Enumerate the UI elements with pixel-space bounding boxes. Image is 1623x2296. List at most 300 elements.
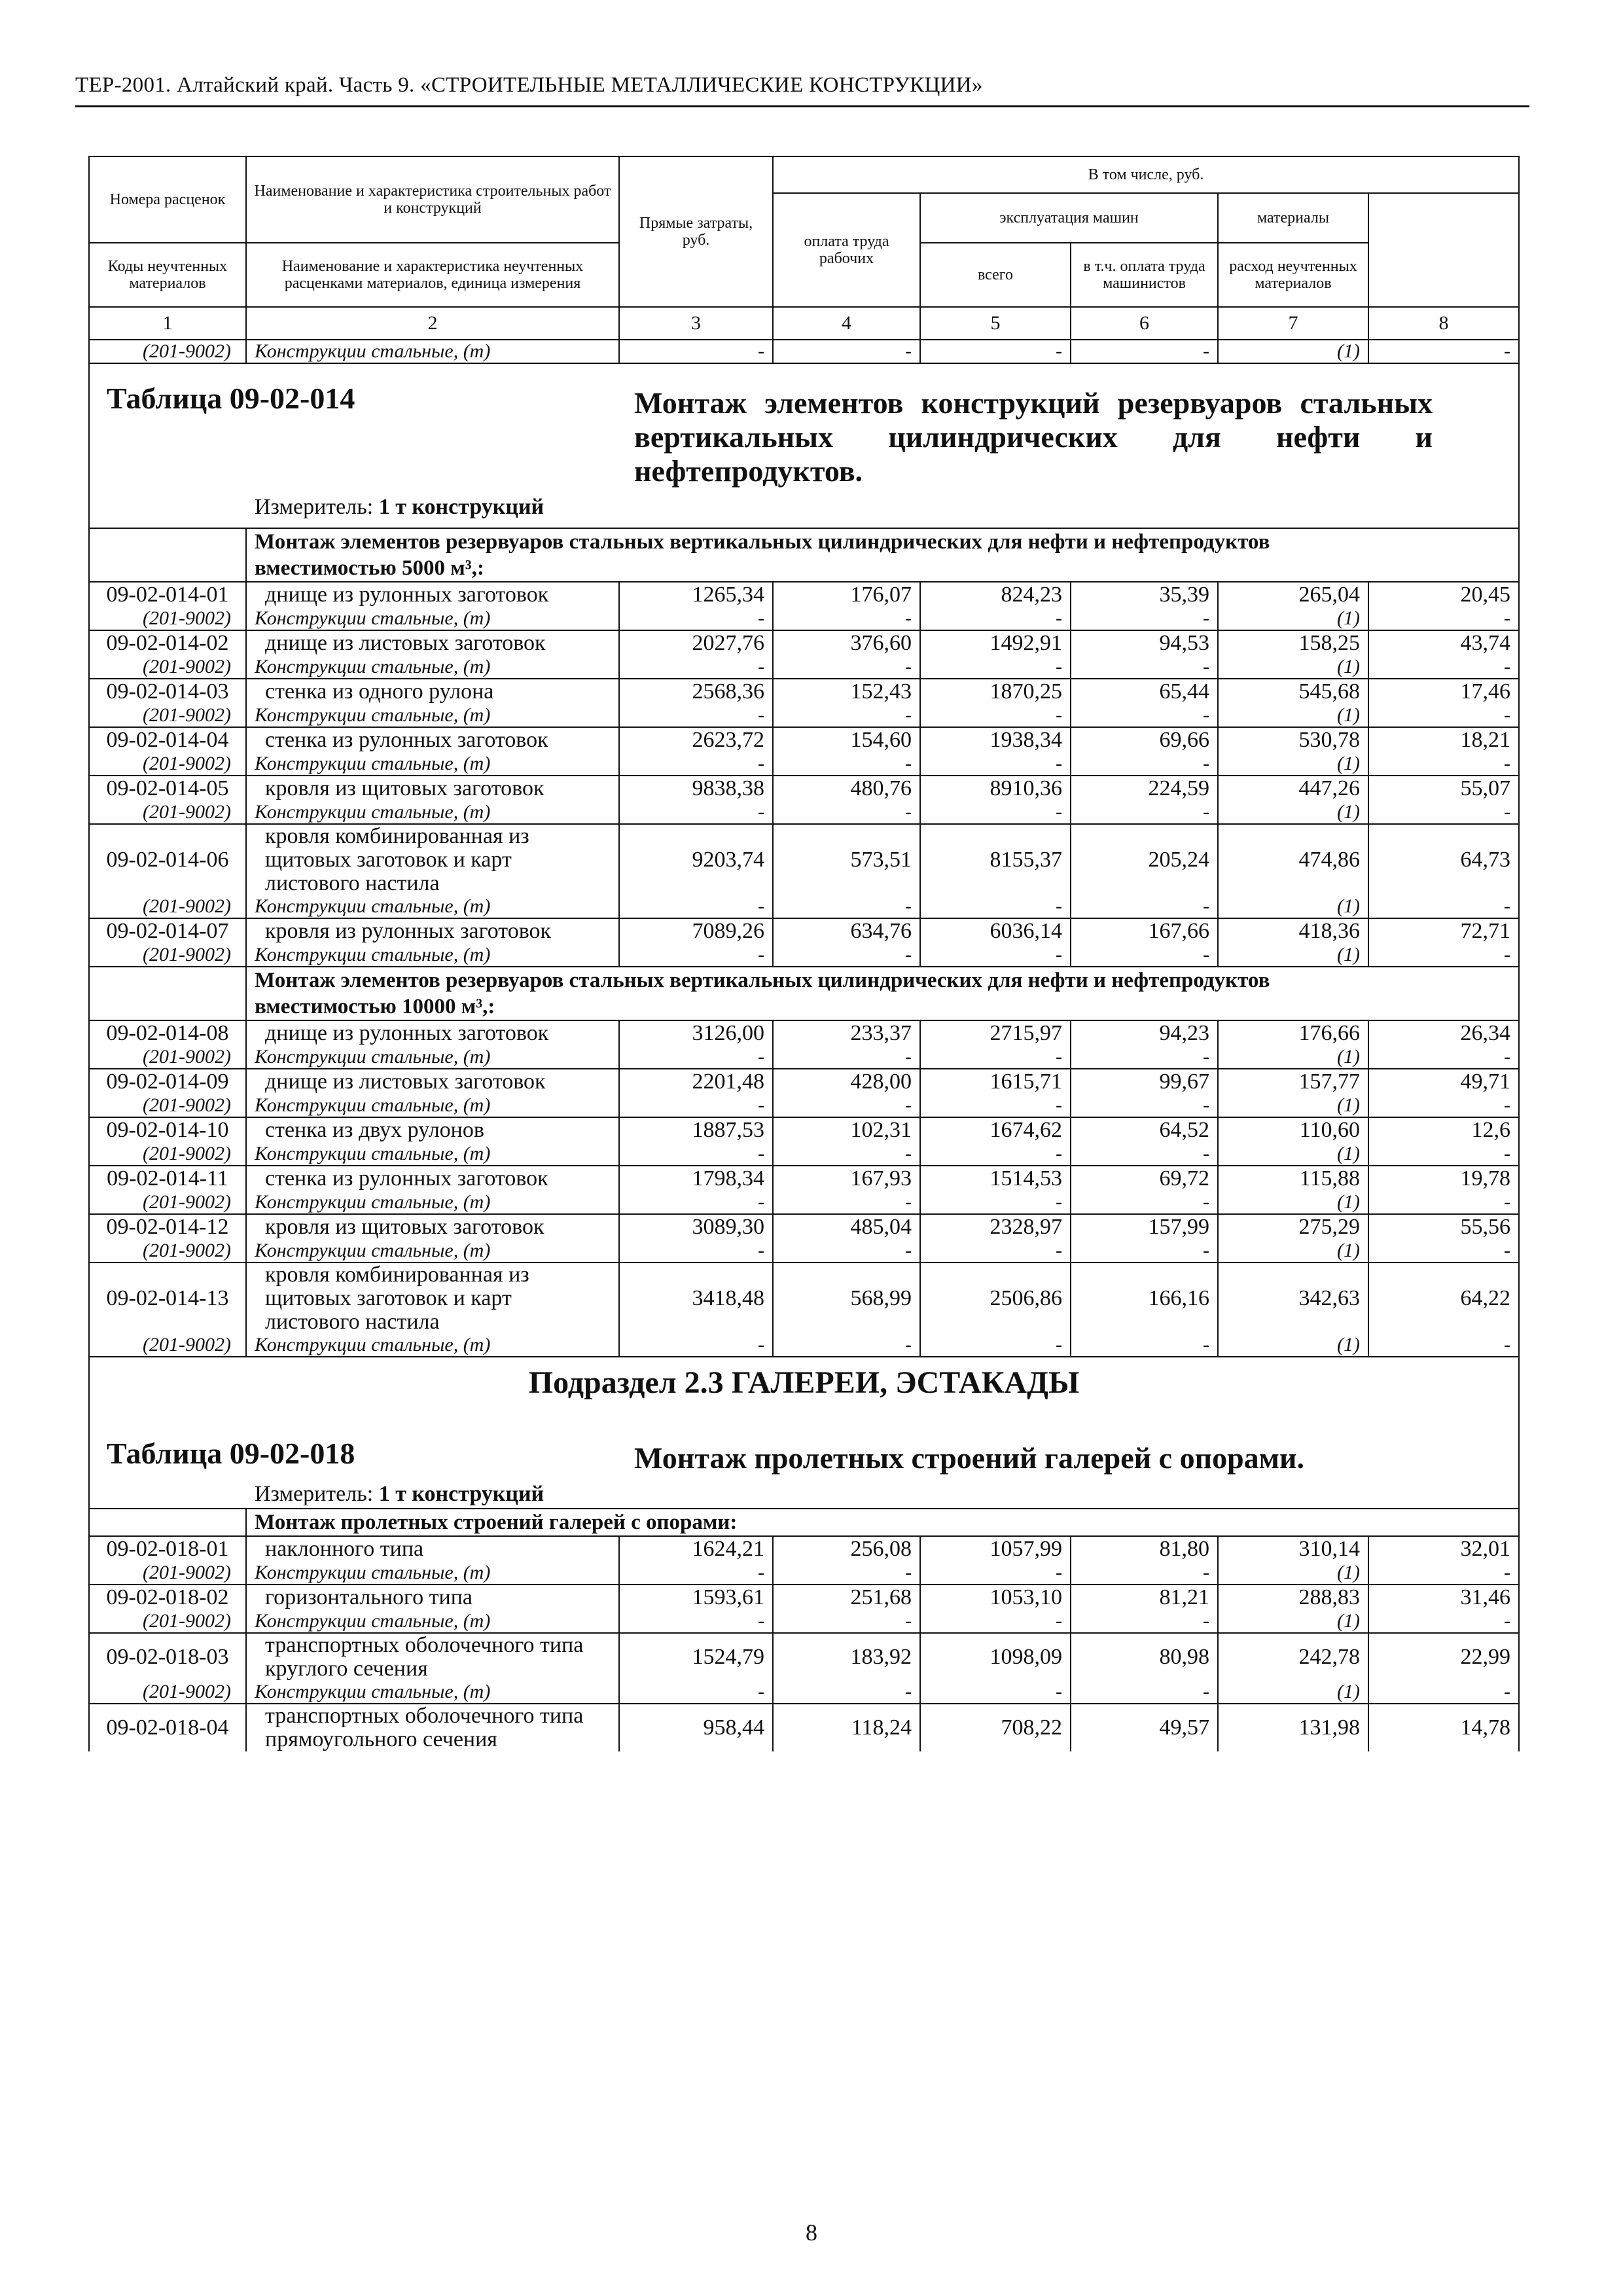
- material-name: Конструкции стальные, (т): [246, 1240, 619, 1263]
- column-number: 5: [920, 307, 1071, 340]
- empty-value: -: [773, 704, 920, 727]
- column-number: 4: [773, 307, 920, 340]
- group-spacer: [89, 967, 246, 1020]
- measure: [255, 495, 544, 520]
- measure-label: Измеритель:: [255, 495, 374, 519]
- rate-code: 09-02-014-10: [89, 1117, 246, 1143]
- group-title: Монтаж пролетных строений галерей с опорами:: [246, 1509, 1519, 1536]
- rate-name: стенка из одного рулона: [246, 679, 619, 704]
- material-name: Конструкции стальные, (т): [246, 1334, 619, 1357]
- empty-value: -: [773, 895, 920, 918]
- material-name: Конструкции стальные, (т): [246, 1681, 619, 1704]
- empty-value: -: [1071, 607, 1218, 630]
- rate-value: 49,57: [1071, 1704, 1218, 1751]
- col-header-materials: материалы: [1218, 193, 1368, 243]
- rate-name: наклонного типа: [246, 1536, 619, 1562]
- material-code: (201-9002): [89, 1143, 246, 1166]
- empty-value: -: [920, 1094, 1071, 1117]
- rate-value: 2568,36: [619, 679, 773, 704]
- rate-value: 2623,72: [619, 727, 773, 753]
- rate-value: 1870,25: [920, 679, 1071, 704]
- rate-row: [89, 1020, 1519, 1046]
- material-name: Конструкции стальные, (т): [246, 944, 619, 967]
- rate-name: кровля из рулонных заготовок: [246, 918, 619, 944]
- rate-value: 568,99: [773, 1263, 920, 1334]
- empty-value: -: [1071, 340, 1218, 363]
- rate-value: 131,98: [1218, 1704, 1368, 1751]
- col-header-code-2: Коды неучтенных материалов: [89, 243, 246, 307]
- rate-value: 17,46: [1368, 679, 1519, 704]
- material-qty: (1): [1218, 1094, 1368, 1117]
- empty-value: -: [619, 1191, 773, 1214]
- rate-value: 64,52: [1071, 1117, 1218, 1143]
- empty-value: -: [1368, 704, 1519, 727]
- rate-value: 275,29: [1218, 1214, 1368, 1240]
- rate-name: днище из листовых заготовок: [246, 630, 619, 656]
- table-heading-cell: [89, 363, 1519, 528]
- rate-value: 18,21: [1368, 727, 1519, 753]
- material-row: [89, 944, 1519, 967]
- rate-value: 1514,53: [920, 1166, 1071, 1191]
- material-row: [89, 1562, 1519, 1585]
- empty-value: -: [1071, 1046, 1218, 1069]
- empty-value: -: [773, 1143, 920, 1166]
- rate-name: кровля из щитовых заготовок: [246, 1214, 619, 1240]
- rate-name: стенка из рулонных заготовок: [246, 727, 619, 753]
- rate-value: 154,60: [773, 727, 920, 753]
- rate-value: 634,76: [773, 918, 920, 944]
- rate-row: [89, 918, 1519, 944]
- rate-name: стенка из рулонных заготовок: [246, 1166, 619, 1191]
- page-header: ТЕР-2001. Алтайский край. Часть 9. «СТРОИТЕЛЬНЫЕ МЕТАЛЛИЧЕСКИЕ КОНСТРУКЦИИ»: [75, 73, 983, 97]
- rate-value: 1524,79: [619, 1633, 773, 1681]
- rate-value: 265,04: [1218, 582, 1368, 607]
- column-number: 8: [1368, 307, 1519, 340]
- rate-row: [89, 1166, 1519, 1191]
- material-row: [89, 753, 1519, 776]
- empty-value: -: [619, 944, 773, 967]
- rate-value: 115,88: [1218, 1166, 1368, 1191]
- material-name: Конструкции стальные, (т): [246, 704, 619, 727]
- column-number: 2: [246, 307, 619, 340]
- empty-value: -: [1071, 1681, 1218, 1704]
- empty-value: -: [920, 704, 1071, 727]
- empty-value: -: [619, 1334, 773, 1357]
- empty-value: -: [773, 753, 920, 776]
- empty-value: -: [1071, 1562, 1218, 1585]
- rate-value: 288,83: [1218, 1585, 1368, 1610]
- material-name: Конструкции стальные, (т): [246, 801, 619, 824]
- rate-value: 7089,26: [619, 918, 773, 944]
- rate-row: [89, 727, 1519, 753]
- empty-value: -: [920, 801, 1071, 824]
- material-name: Конструкции стальные, (т): [246, 1143, 619, 1166]
- empty-value: -: [619, 607, 773, 630]
- rate-code: 09-02-014-02: [89, 630, 246, 656]
- material-code: (201-9002): [89, 340, 246, 363]
- material-name: Конструкции стальные, (т): [246, 895, 619, 918]
- rate-value: 31,46: [1368, 1585, 1519, 1610]
- empty-value: -: [1071, 1094, 1218, 1117]
- rate-value: 480,76: [773, 776, 920, 801]
- empty-value: -: [619, 1240, 773, 1263]
- rate-value: 22,99: [1368, 1633, 1519, 1681]
- rate-code: 09-02-018-03: [89, 1633, 246, 1681]
- empty-value: -: [619, 340, 773, 363]
- material-row: [89, 656, 1519, 679]
- rate-value: 1615,71: [920, 1069, 1071, 1094]
- material-qty: (1): [1218, 753, 1368, 776]
- empty-value: -: [920, 1143, 1071, 1166]
- rate-value: 55,07: [1368, 776, 1519, 801]
- empty-value: -: [920, 895, 1071, 918]
- rate-name: транспортных оболочечного типа круглого сечения: [246, 1633, 619, 1681]
- material-name: Конструкции стальные, (т): [246, 607, 619, 630]
- material-row: [89, 704, 1519, 727]
- rate-value: 530,78: [1218, 727, 1368, 753]
- empty-value: -: [1368, 944, 1519, 967]
- rate-value: 1098,09: [920, 1633, 1071, 1681]
- table-title: Таблица 09-02-014: [107, 382, 355, 415]
- rate-value: 99,67: [1071, 1069, 1218, 1094]
- empty-value: -: [773, 944, 920, 967]
- col-header-code: Номера расценок: [89, 156, 246, 243]
- col-header-name-2: Наименование и характеристика неучтенных расценками материалов, единица измерения: [246, 243, 619, 307]
- col-header-incl: В том числе, руб.: [773, 156, 1519, 193]
- subsection-heading: [89, 1357, 1519, 1509]
- empty-value: -: [773, 1094, 920, 1117]
- rate-value: 251,68: [773, 1585, 920, 1610]
- material-qty: (1): [1218, 704, 1368, 727]
- empty-value: -: [1368, 1191, 1519, 1214]
- empty-value: -: [619, 704, 773, 727]
- material-qty: (1): [1218, 944, 1368, 967]
- rate-code: 09-02-014-08: [89, 1020, 246, 1046]
- rate-value: 1492,91: [920, 630, 1071, 656]
- table-description: Монтаж элементов конструкций резервуаров стальных вертикальных цилиндрических для нефти и нефтепродуктов.: [634, 386, 1433, 488]
- empty-value: -: [1071, 895, 1218, 918]
- table-title: Таблица 09-02-018: [107, 1437, 355, 1470]
- rate-row: [89, 1263, 1519, 1334]
- rate-value: 166,16: [1071, 1263, 1218, 1334]
- rate-value: 12,6: [1368, 1117, 1519, 1143]
- rate-name: кровля комбинированная из щитовых заготовок и карт листового настила: [246, 824, 619, 895]
- group-title: Монтаж элементов резервуаров стальных вертикальных цилиндрических для нефти и нефтепродуктов вместимостью 10000 м³,:: [246, 967, 1519, 1020]
- rate-value: 65,44: [1071, 679, 1218, 704]
- measure-label: Измеритель:: [255, 1482, 374, 1506]
- rate-value: 152,43: [773, 679, 920, 704]
- empty-value: -: [619, 1143, 773, 1166]
- material-name: Конструкции стальные, (т): [246, 1562, 619, 1585]
- rate-row: [89, 824, 1519, 895]
- empty-value: -: [920, 1191, 1071, 1214]
- empty-value: -: [1368, 1240, 1519, 1263]
- empty-value: -: [1071, 1610, 1218, 1633]
- rate-value: 64,22: [1368, 1263, 1519, 1334]
- rate-value: 2328,97: [920, 1214, 1071, 1240]
- rate-row: [89, 1069, 1519, 1094]
- group-row: [89, 528, 1519, 582]
- rate-value: 14,78: [1368, 1704, 1519, 1751]
- empty-value: -: [773, 1240, 920, 1263]
- rate-name: кровля из щитовых заготовок: [246, 776, 619, 801]
- rate-value: 69,66: [1071, 727, 1218, 753]
- empty-value: -: [773, 1046, 920, 1069]
- table-heading: [89, 363, 1519, 528]
- empty-value: -: [619, 801, 773, 824]
- rate-value: 9838,38: [619, 776, 773, 801]
- rate-value: 1053,10: [920, 1585, 1071, 1610]
- rate-value: 94,53: [1071, 630, 1218, 656]
- material-name: Конструкции стальные, (т): [246, 1046, 619, 1069]
- rate-value: 573,51: [773, 824, 920, 895]
- material-name: Конструкции стальные, (т): [246, 1191, 619, 1214]
- empty-value: -: [920, 1046, 1071, 1069]
- empty-value: -: [619, 1610, 773, 1633]
- empty-value: -: [773, 1334, 920, 1357]
- empty-value: -: [1368, 1681, 1519, 1704]
- material-row: [89, 895, 1519, 918]
- rate-name: транспортных оболочечного типа прямоугольного сечения: [246, 1704, 619, 1751]
- empty-value: -: [1368, 1334, 1519, 1357]
- rate-code: 09-02-014-07: [89, 918, 246, 944]
- rate-code: 09-02-014-05: [89, 776, 246, 801]
- column-number: 6: [1071, 307, 1218, 340]
- rate-value: 9203,74: [619, 824, 773, 895]
- empty-value: -: [1368, 607, 1519, 630]
- rate-value: 1624,21: [619, 1536, 773, 1562]
- empty-value: -: [1368, 753, 1519, 776]
- rate-value: 69,72: [1071, 1166, 1218, 1191]
- material-qty: (1): [1218, 340, 1368, 363]
- rate-row: [89, 1633, 1519, 1681]
- column-number: 1: [89, 307, 246, 340]
- rate-value: 167,93: [773, 1166, 920, 1191]
- rate-value: 376,60: [773, 630, 920, 656]
- empty-value: -: [1368, 1094, 1519, 1117]
- rate-value: 8155,37: [920, 824, 1071, 895]
- rate-value: 6036,14: [920, 918, 1071, 944]
- rate-value: 708,22: [920, 1704, 1071, 1751]
- rate-code: 09-02-018-02: [89, 1585, 246, 1610]
- empty-value: -: [619, 1046, 773, 1069]
- group-spacer: [89, 528, 246, 582]
- rate-value: 3418,48: [619, 1263, 773, 1334]
- rate-value: 35,39: [1071, 582, 1218, 607]
- rate-value: 545,68: [1218, 679, 1368, 704]
- material-code: (201-9002): [89, 801, 246, 824]
- header-rule: [75, 105, 1529, 107]
- rate-value: 1265,34: [619, 582, 773, 607]
- empty-value: -: [1368, 895, 1519, 918]
- rate-value: 118,24: [773, 1704, 920, 1751]
- empty-value: -: [1071, 1191, 1218, 1214]
- rate-row: [89, 1117, 1519, 1143]
- rate-code: 09-02-014-04: [89, 727, 246, 753]
- rate-value: 81,80: [1071, 1536, 1218, 1562]
- rate-row: [89, 630, 1519, 656]
- rate-value: 20,45: [1368, 582, 1519, 607]
- empty-value: -: [619, 1681, 773, 1704]
- material-code: (201-9002): [89, 1094, 246, 1117]
- empty-value: -: [1368, 1046, 1519, 1069]
- measure-value: 1 т конструкций: [378, 495, 544, 519]
- empty-value: -: [1071, 1334, 1218, 1357]
- rate-value: 485,04: [773, 1214, 920, 1240]
- rate-row: [89, 1214, 1519, 1240]
- material-code: (201-9002): [89, 753, 246, 776]
- col-header-machines: эксплуатация машин: [920, 193, 1218, 243]
- rate-value: 43,74: [1368, 630, 1519, 656]
- material-qty: (1): [1218, 1240, 1368, 1263]
- material-row: [89, 607, 1519, 630]
- rate-row: [89, 776, 1519, 801]
- material-row: [89, 1240, 1519, 1263]
- rate-code: 09-02-018-04: [89, 1704, 246, 1751]
- empty-value: -: [920, 944, 1071, 967]
- rate-value: 3089,30: [619, 1214, 773, 1240]
- rate-value: 474,86: [1218, 824, 1368, 895]
- empty-value: -: [773, 340, 920, 363]
- material-code: (201-9002): [89, 1046, 246, 1069]
- rate-value: 80,98: [1071, 1633, 1218, 1681]
- material-row: [89, 1094, 1519, 1117]
- rate-value: 1938,34: [920, 727, 1071, 753]
- material-qty: (1): [1218, 656, 1368, 679]
- column-number: 3: [619, 307, 773, 340]
- empty-value: -: [619, 1094, 773, 1117]
- rate-code: 09-02-014-03: [89, 679, 246, 704]
- empty-value: -: [773, 1562, 920, 1585]
- material-code: (201-9002): [89, 704, 246, 727]
- rate-value: 2715,97: [920, 1020, 1071, 1046]
- rate-value: 310,14: [1218, 1536, 1368, 1562]
- rate-value: 1887,53: [619, 1117, 773, 1143]
- rate-code: 09-02-014-12: [89, 1214, 246, 1240]
- material-code: (201-9002): [89, 944, 246, 967]
- empty-value: -: [619, 1562, 773, 1585]
- rate-value: 447,26: [1218, 776, 1368, 801]
- rate-row: [89, 1704, 1519, 1751]
- empty-value: -: [920, 1610, 1071, 1633]
- rate-code: 09-02-014-09: [89, 1069, 246, 1094]
- empty-value: -: [920, 753, 1071, 776]
- rate-name: кровля комбинированная из щитовых заготовок и карт листового настила: [246, 1263, 619, 1334]
- empty-value: -: [1368, 656, 1519, 679]
- col-header-name: Наименование и характеристика строительных работ и конструкций: [246, 156, 619, 243]
- empty-value: -: [773, 801, 920, 824]
- rate-value: 958,44: [619, 1704, 773, 1751]
- empty-value: -: [1368, 340, 1519, 363]
- material-name: Конструкции стальные, (т): [246, 340, 619, 363]
- rate-value: 1674,62: [920, 1117, 1071, 1143]
- rate-value: 32,01: [1368, 1536, 1519, 1562]
- subsection-title: Подраздел 2.3 ГАЛЕРЕИ, ЭСТАКАДЫ: [528, 1365, 1080, 1400]
- rate-value: 233,37: [773, 1020, 920, 1046]
- group-title: Монтаж элементов резервуаров стальных вертикальных цилиндрических для нефти и нефтепродуктов вместимостью 5000 м³,:: [246, 528, 1519, 582]
- empty-value: -: [1368, 1143, 1519, 1166]
- material-row: [89, 1046, 1519, 1069]
- col-header-mat-unaccounted: расход неучтенных материалов: [1218, 243, 1368, 307]
- rate-value: 55,56: [1368, 1214, 1519, 1240]
- rate-value: 1593,61: [619, 1585, 773, 1610]
- rate-row: [89, 679, 1519, 704]
- empty-value: -: [1071, 704, 1218, 727]
- rate-value: 428,00: [773, 1069, 920, 1094]
- material-qty: (1): [1218, 1681, 1368, 1704]
- material-qty: (1): [1218, 1046, 1368, 1069]
- rate-row: [89, 1585, 1519, 1610]
- rate-code: 09-02-014-13: [89, 1263, 246, 1334]
- material-code: (201-9002): [89, 1610, 246, 1633]
- rate-code: 09-02-014-11: [89, 1166, 246, 1191]
- rate-row: [89, 582, 1519, 607]
- rate-value: 342,63: [1218, 1263, 1368, 1334]
- empty-value: -: [920, 1681, 1071, 1704]
- material-code: (201-9002): [89, 1191, 246, 1214]
- rate-value: 824,23: [920, 582, 1071, 607]
- empty-value: -: [1368, 1562, 1519, 1585]
- rate-value: 418,36: [1218, 918, 1368, 944]
- group-row: [89, 967, 1519, 1020]
- material-qty: (1): [1218, 1143, 1368, 1166]
- rate-value: 205,24: [1071, 824, 1218, 895]
- rate-value: 2027,76: [619, 630, 773, 656]
- rate-value: 49,71: [1368, 1069, 1519, 1094]
- empty-value: -: [619, 753, 773, 776]
- rate-value: 158,25: [1218, 630, 1368, 656]
- rate-value: 157,77: [1218, 1069, 1368, 1094]
- material-code: (201-9002): [89, 895, 246, 918]
- material-row: [89, 340, 1519, 363]
- material-qty: (1): [1218, 1610, 1368, 1633]
- rate-value: 256,08: [773, 1536, 920, 1562]
- rate-value: 157,99: [1071, 1214, 1218, 1240]
- empty-value: -: [773, 1191, 920, 1214]
- rate-value: 64,73: [1368, 824, 1519, 895]
- rate-value: 81,21: [1071, 1585, 1218, 1610]
- rate-value: 26,34: [1368, 1020, 1519, 1046]
- col-header-mach-total: всего: [920, 243, 1071, 307]
- rate-name: стенка из двух рулонов: [246, 1117, 619, 1143]
- rate-name: днище из рулонных заготовок: [246, 1020, 619, 1046]
- group-spacer: [89, 1509, 246, 1536]
- empty-value: -: [773, 656, 920, 679]
- empty-value: -: [773, 607, 920, 630]
- empty-value: -: [1071, 1240, 1218, 1263]
- material-qty: (1): [1218, 1191, 1368, 1214]
- material-row: [89, 801, 1519, 824]
- rate-value: 176,07: [773, 582, 920, 607]
- material-qty: (1): [1218, 801, 1368, 824]
- material-name: Конструкции стальные, (т): [246, 656, 619, 679]
- empty-value: -: [773, 1681, 920, 1704]
- table-description: Монтаж пролетных строений галерей с опорами.: [634, 1441, 1304, 1475]
- empty-value: -: [619, 656, 773, 679]
- rate-row: [89, 1536, 1519, 1562]
- material-code: (201-9002): [89, 1334, 246, 1357]
- rate-code: 09-02-014-01: [89, 582, 246, 607]
- material-code: (201-9002): [89, 656, 246, 679]
- empty-value: -: [920, 1562, 1071, 1585]
- subsection-heading-cell: [89, 1357, 1519, 1509]
- empty-value: -: [920, 656, 1071, 679]
- empty-value: -: [920, 1240, 1071, 1263]
- empty-value: -: [773, 1610, 920, 1633]
- material-qty: (1): [1218, 1334, 1368, 1357]
- rate-code: 09-02-018-01: [89, 1536, 246, 1562]
- rate-value: 2506,86: [920, 1263, 1071, 1334]
